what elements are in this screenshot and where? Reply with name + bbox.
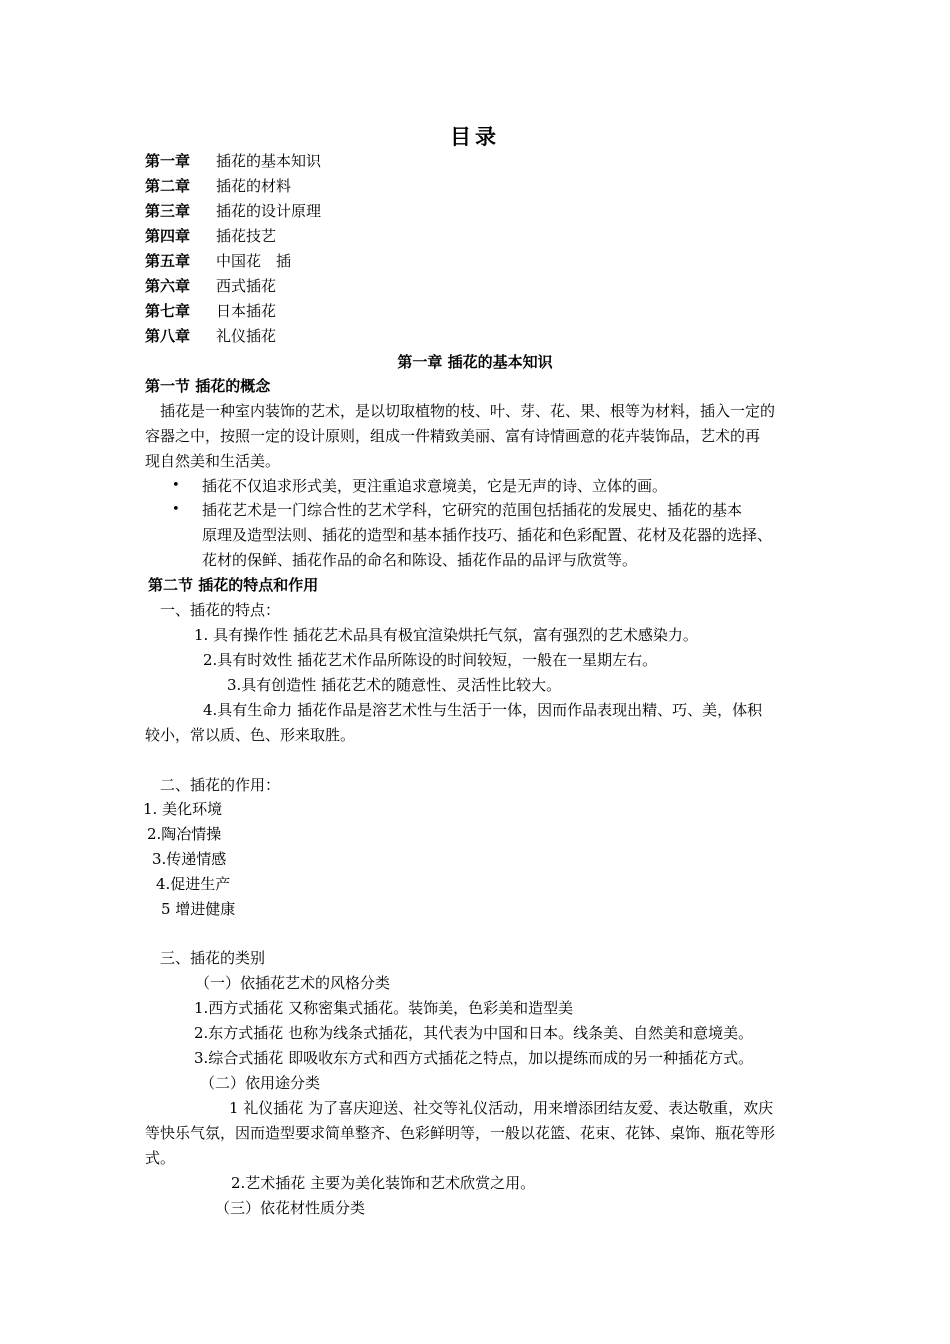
- category-item: 1.西方式插花 又称密集式插花。装饰美，色彩美和造型美: [194, 999, 574, 1017]
- toc-chapter-title: 西式插花: [216, 277, 277, 295]
- category-item: 2.艺术插花 主要为美化装饰和艺术欣赏之用。: [231, 1174, 536, 1192]
- toc-chapter-title: 插花的材料: [216, 177, 292, 195]
- bullet-text: 花材的保鲜、插花作品的命名和陈设、插花作品的品评与欣赏等。: [202, 551, 638, 569]
- category-item: 等快乐气氛，因而造型要求简单整齐、色彩鲜明等，一般以花篮、花束、花钵、桌饰、瓶花等形: [145, 1124, 776, 1142]
- section-heading: 第一节 插花的概念: [145, 377, 271, 395]
- toc-chapter-title: 插花的设计原理: [216, 202, 322, 220]
- use-item: 3.传递情感: [152, 850, 227, 868]
- toc-chapter-title: 日本插花: [216, 302, 277, 320]
- use-item: 2.陶冶情操: [147, 825, 222, 843]
- toc-item: [145, 251, 291, 271]
- use-item: 1. 美化环境: [143, 800, 223, 818]
- toc-chapter-number: 第五章: [145, 252, 191, 270]
- toc-item: [145, 201, 321, 221]
- toc-item: [145, 276, 276, 296]
- use-item: 5 增进健康: [161, 900, 236, 918]
- paragraph-line: 容器之中，按照一定的设计原则，组成一件精致美丽、富有诗情画意的花卉装饰品，艺术的再: [145, 427, 761, 445]
- use-item: 4.促进生产: [156, 875, 231, 893]
- category-title: （二）依用途分类: [200, 1074, 321, 1092]
- bullet-icon: •: [172, 478, 180, 493]
- section-heading: 第二节 插花的特点和作用: [148, 576, 319, 594]
- bullet-text: 插花不仅追求形式美，更注重追求意境美，它是无声的诗、立体的画。: [202, 477, 668, 495]
- toc-chapter-title: 插花技艺: [216, 227, 277, 245]
- chapter-heading: 第一章 插花的基本知识: [397, 353, 553, 371]
- feature-item: 1. 具有操作性 插花艺术品具有极宜渲染烘托气氛，富有强烈的艺术感染力。: [194, 626, 698, 644]
- toc-chapter-number: 第一章: [145, 152, 191, 170]
- feature-item: 较小，常以质、色、形来取胜。: [145, 726, 356, 744]
- subsection-title: 一、插花的特点：: [160, 601, 281, 619]
- toc-item: [145, 301, 276, 321]
- category-item: 1 礼仪插花 为了喜庆迎送、社交等礼仪活动，用来增添团结友爱、表达敬重，欢庆: [229, 1099, 774, 1117]
- subsection-title: 二、插花的作用：: [160, 776, 281, 794]
- category-item: 3.综合式插花 即吸收东方式和西方式插花之特点，加以提练而成的另一种插花方式。: [194, 1049, 754, 1067]
- feature-item: 3.具有创造性 插花艺术的随意性、灵活性比较大。: [227, 676, 562, 694]
- toc-chapter-title: 插花的基本知识: [216, 152, 322, 170]
- category-item: 2.东方式插花 也称为线条式插花，其代表为中国和日本。线条美、自然美和意境美。: [194, 1024, 754, 1042]
- toc-chapter-number: 第八章: [145, 327, 191, 345]
- bullet-text: 插花艺术是一门综合性的艺术学科，它研究的范围包括插花的发展史、插花的基本: [202, 501, 743, 519]
- toc-chapter-number: 第七章: [145, 302, 191, 320]
- toc-title: 目录: [450, 124, 500, 149]
- bullet-text: 原理及造型法则、插花的造型和基本插作技巧、插花和色彩配置、花材及花器的选择、: [202, 526, 773, 544]
- toc-chapter-number: 第三章: [145, 202, 191, 220]
- toc-chapter-number: 第四章: [145, 227, 191, 245]
- toc-chapter-number: 第六章: [145, 277, 191, 295]
- paragraph-line: 插花是一种室内装饰的艺术，是以切取植物的枝、叶、芽、花、果、根等为材料，插入一定的: [160, 402, 776, 420]
- subsection-title: 三、插花的类别: [160, 949, 266, 967]
- paragraph-line: 现自然美和生活美。: [145, 452, 281, 470]
- toc-item: [145, 326, 276, 346]
- bullet-icon: •: [172, 502, 180, 517]
- feature-item: 2.具有时效性 插花艺术作品所陈设的时间较短，一般在一星期左右。: [203, 651, 658, 669]
- category-title: （一）依插花艺术的风格分类: [195, 974, 391, 992]
- toc-item: [145, 151, 321, 171]
- toc-item: [145, 176, 291, 196]
- toc-item: [145, 226, 276, 246]
- category-title: （三）依花材性质分类: [215, 1199, 366, 1217]
- toc-chapter-title: 中国花 插: [216, 252, 292, 270]
- category-item: 式。: [145, 1149, 176, 1167]
- feature-item: 4.具有生命力 插花作品是溶艺术性与生活于一体，因而作品表现出精、巧、美，体积: [203, 701, 763, 719]
- toc-chapter-number: 第二章: [145, 177, 191, 195]
- toc-chapter-title: 礼仪插花: [216, 327, 277, 345]
